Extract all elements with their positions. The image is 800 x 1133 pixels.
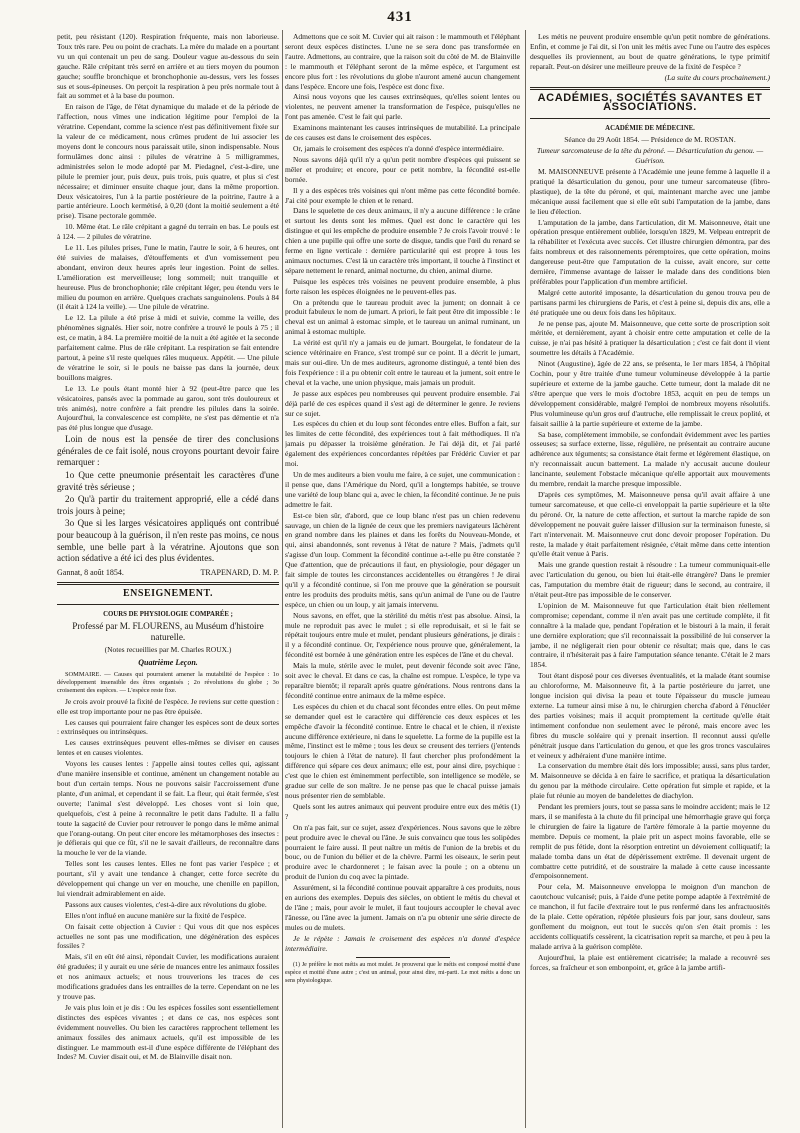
summary: SOMMAIRE. — Causes qui pourraient amener la mutabilité de l'espèce : 1o développement insensible des êtres organisés ; 2o révolutions du globe ; 3o croisement des espèces. — L'espèce reste fixe. [57, 670, 279, 695]
paragraph: Passons aux causes violentes, c'est-à-dire aux révolutions du globe. [65, 899, 267, 909]
paragraph: Admettons que ce soit M. Cuvier qui ait raison : le mammouth et l'éléphant seront deux espèces distinctes. L'une ne se sera donc pas transformée en l'autre. Admettons, au contraire, que la raison soit du côté de M. de Blainville : le mammouth et l'éléphant seront de la même espèce, et l'argument est encore plus fort : les révolutions du globe n'auront amené aucun changement dans l'espèce. Encore une fois, l'espèce est donc fixe. [285, 32, 520, 91]
paragraph: Voyons les causes lentes : j'appelle ainsi toutes celles qui, agissant d'une manière insensible et continue, amènent un changement notable au bout d'un certain temps. Nous ne pouvons saisir l'accroissement d'une plante, d'un animal, et cependant il se fait. La fleur, qui était fermée, s'est ouverte; l'animal s'est développé. Les choses vont si loin que, quelquefois, c'est à peine à reconnaître le petit dans l'adulte. Il a fallu toute la sagacité de Cuvier pour retrouver le pongo dans le même animal que l'orang-outang. On peut citer encore les métamorphoses des insectes : je défierais qui que ce fût, s'il ne le savait d'ailleurs, de reconnaître dans la mouche le ver de la viande. [57, 759, 279, 858]
paragraph: petit, peu résistant (120). Respiration fréquente, mais non laborieuse. Toux très rare. Peu ou point de crachats. La mère du malade en a pourtant vu un qui contenait un peu de sang. Douleur vague au-dessous du sein gauche. Râle crépitant très serré en arrière et au tiers moyen du poumon gauche; souffle bronchique et bronchophonie au-dessus, vers les fosses sus et sous-épineuses. On perçoit la respiration à peu près normale tout à fait au sommet et à la base du poumon. [57, 32, 279, 101]
paragraph: M. MAISONNEUVE présente à l'Académie une jeune femme à laquelle il a pratiqué la désarticulation du genou, pour une tumeur sarcomateuse (fibro-plastique), de la tête du péroné, et qui, maintenant marche avec une jambe mécanique aussi facilement que si elle eût subi l'amputation de la jambe, dans le lieu d'élection. [530, 166, 770, 216]
paragraph: La vérité est qu'il n'y a jamais eu de jumart. Bourgelat, le fondateur de la science vétérinaire en France, s'est trompé sur ce point. Il a décrit le jumart, mais sur oui-dire. Un de mes auditeurs, agronome distingué, a tenté bien des fois l'expérience : il a pu obtenir coït entre le taureau et la jument, soit entre le cheval et la vache, une union physique, mais jamais un produit. [285, 338, 520, 387]
paragraph: Dans le squelette de ces deux animaux, il n'y a aucune différence : le crâne et surtout les dents sont les mêmes. Quel est donc le caractère qui les distingue et qui les empêche de produire ensemble ? Je crois l'avoir trouvé : le chien a une pupille qui offre une sorte de disque, tandis que l'œil du renard se ferme en ligne verticale : dernière particularité qui est propre à tous les animaux nocturnes. C'est là un caractère très important, il touche à l'instinct et sépare nettement le renard, animal nocturne, du chien, animal diurne. [285, 206, 520, 275]
section-divider [57, 582, 279, 585]
footnote: (1) Je préfère le mot métis au mot mulet. Je prouverai que le métis est composé moitié d'une espèce et moitié d'une autre ; c'est un animal, pour ainsi dire, mi-parti. Le mot métis a donc un sens physiologique. [285, 962, 520, 984]
paragraph: Nous savons déjà qu'il n'y a qu'un petit nombre d'espèces qui puissent se mêler et produire; et encore, pour ce petit nombre, la fécondité est-elle bornée. [285, 154, 520, 184]
column-rule-2 [525, 30, 526, 1128]
signature-line [57, 568, 279, 578]
paragraph: Loin de nous est la pensée de tirer des conclusions générales de ce fait isolé, nous croyons pourtant devoir faire remarquer : [57, 434, 279, 468]
paragraph: Je le répète : Jamais le croisement des espèces n'a donné d'espèce intermédiaire. [285, 933, 520, 953]
paragraph: D'après ces symptômes, M. Maisonneuve pensa qu'il avait affaire à une tumeur sarcomateuse, et que celle-ci enveloppait la partie supérieure et la tête du péroné. Or, la nature de cette affection, et surtout la marche rapide de son développement ne pouvait guère laisser d'illusion sur la terminaison funeste, si l'art n'intervenait. M. Maisonneuve crut donc devoir proposer l'opération. Du reste, la malade y était parfaitement résignée, c'était même dans cette intention qu'elle était venue à Paris. [530, 489, 770, 559]
paragraph: Mais une grande question restait à résoudre : La tumeur communiquait-elle avec l'articulation du genou, ou bien lui était-elle étrangère? Dans le premier cas, l'amputation du membre était de rigueur; dans le second, au contraire, il n'était peut-être pas impossible de le conserver. [530, 560, 770, 600]
column-2 [285, 32, 520, 1127]
paragraph: Puisque les espèces très voisines ne peuvent produire ensemble, à plus forte raison les espèces éloignées ne le peuvent-elles pas. [285, 276, 520, 296]
page-number: 431 [387, 9, 413, 25]
lesson-title: Quatrième Leçon. [138, 657, 198, 667]
paragraph: Le 11. Les pilules prises, l'une le matin, l'autre le soir, à 6 heures, ont été suivies de malaises, d'étouffements et d'un vomissement peu abondant, environ deux heures après leur ingestion. Point de selles. L'amélioration est merveilleuse; long sommeil; nuit tranquille et heureuse. Plus de bronchophonie; râle crépitant léger, peu étendu vers le milieu du poumon en arrière. Quelques crachats sanguinolens. Pouls à 84 (il était à 124 la veille). — Une pilule de vératrine. [57, 243, 279, 312]
paragraph: Je crois avoir prouvé la fixité de l'espèce. Je reviens sur cette question : elle est trop importante pour ne pas être épuisée. [57, 696, 279, 716]
paragraph: Mais la mule, stérile avec le mulet, peut devenir féconde soit avec l'âne, soit avec le cheval. Et dans ce cas, la chaîne est rompue. L'espèce, le type va reparaître bientôt; il reparaît après quatre générations. Nous rentrons dans la fécondité continue entre animaux de la même espèce. [285, 661, 520, 700]
paragraph: Examinons maintenant les causes intrinsèques de mutabilité. La principale de ces causes est dans le croisement des espèces. [285, 123, 520, 143]
paragraph: La conservation du membre était dès lors impossible; aussi, sans plus tarder, M. Maisonneuve se décida à en faire le sacrifice, et pratiqua la désarticulation du genou par la méthode circulaire. Cette opération fut simple et rapide, et la plaie fut réunie au moyen de bandelettes de diachylon. [530, 761, 770, 801]
paragraph: 3o Que si les larges vésicatoires appliqués ont contribué pour beaucoup à la guérison, il n'en reste pas moins, ce nous semble, une belle part à la vératrine. Ajoutons que son action sédative a été ici des plus évidentes. [57, 518, 279, 564]
paragraph: En raison de l'âge, de l'état dynamique du malade et de la période de l'affection, nous vîmes une indication légitime pour l'emploi de la vératrine. Cependant, comme la science n'est pas définitivement fixée sur la valeur de ce médicament, nous crûmes prudent de lui associer les moyens dont le concours nous paraissait utile, sinon indispensable. Nous formulâmes donc ainsi : pilules de vératrine à 5 milligrammes, administrées selon le mode adopté par M. Piedagnel, c'est-à-dire, une pilule le premier jour, puis deux, puis trois, puis quatre, et plus si c'est nécessaire; et diminuer ensuite chaque jour, dans la même proportion. Deux vésicatoires, l'un à la partie postérieure de la poitrine, l'autre à a partie antérieure. Looch kermétisé, à 0,20 (dont la moitié seulement a été prise). Tisane pectorale gommée. [57, 102, 279, 221]
paragraph: L'amputation de la jambe, dans l'articulation, dit M. Maisonneuve, était une opération presque entièrement oubliée, lorsqu'en 1829, M. Velpeau entreprit de la réhabiliter et l'exécuta avec succès. Cet illustre chirurgien démontra, par des faits nombreux et des raisonnements péremptoires, que cette opération, moins dangereuse peut-être que l'amputation de la cuisse, avait encore, sur cette dernière, l'immense avantage de laisser le malade dans des conditions bien préférables pour l'application d'un membre artificiel. [530, 217, 770, 286]
section-title: ENSEIGNEMENT. [123, 587, 213, 599]
paragraph: Assurément, si la fécondité continue pouvait apparaître à ces produits, nous en aurions des exemples. Depuis des siècles, on obtient le métis du cheval et de l'âne ; mais, pour avoir le mulet, il faut toujours accoupler le cheval avec l'ânesse, ou l'âne avec la jument. Jamais on n'a pu obtenir une série directe de mules ou de mulets. [285, 883, 520, 932]
paragraph: Les causes extrinsèques peuvent elles-mêmes se diviser en causes lentes et en causes violentes. [57, 738, 279, 758]
paragraph: On n'a pas fait, sur ce sujet, assez d'expériences. Nous savons que le zèbre peut produire avec le cheval ou l'âne. Je suis convaincu que tous les solipèdes pourraient le faire aussi. Il peut naître un métis de l'union de la brebis et du bouc, ou de l'union du bélier et de la chèvre. Parmi les oiseaux, le serin peut produire avec le chardonneret ; le faisan avec la poule ; on a obtenu un produit de l'union du coq avec la pintade. [285, 822, 520, 882]
signature-name: TRAPENARD, D. M. P. [200, 567, 279, 577]
continuation-note: (La suite du cours prochainement.) [664, 72, 770, 82]
paragraph: Elles n'ont influé en aucune manière sur la fixité de l'espèce. [65, 910, 247, 920]
paragraph: Ainsi nous voyons que les causes extrinsèques, qu'elles soient lentes ou violentes, ne peuvent amener la transformation de l'espèce, puisqu'elles ne l'ont pas amenée. C'est le fait qui parle. [285, 92, 520, 122]
section-divider [530, 87, 770, 90]
course-professor: Professé par M. FLOURENS, au Muséum d'histoire naturelle. [72, 620, 264, 643]
paragraph: Les espèces du chien et du chacal sont fécondes entre elles. On peut même se demander quel est le caractère qui différencie ces deux espèces et les empêche d'avoir la fécondité continue. Entre le chacal et le chien, il n'existe aucune différence extérieure, ni dans le squelette. La forme de la pupille est la même, l'instinct est le même ; tous les deux se creusent des terriers (j'entends toujours le chien à l'état de nature). Il faut chercher plus profondément la différence qui sépare ces deux animaux; elle est, pour ainsi dire, psychique : c'est que le chien est éminemment perfectible, son intelligence se modèle, se gradue sur celle de son maître. Je ne pense pas que le chacal puisse jamais nous présenter rien de semblable. [285, 701, 520, 800]
paragraph: Est-ce bien sûr, d'abord, que ce loup blanc n'est pas un chien redevenu sauvage, un chien de la lignée de ceux que les premiers navigateurs lâchèrent en grand nombre dans les plaines et dans les forêts du Nouveau-Monde, et qui, ainsi abandonnés, sont revenus à l'état de nature ? Mais, j'admets qu'il s'agisse d'un loup. Comment la fécondité continue a-t-elle pu être constatée ? Que d'attention, que de précautions il faut, en physiologie, pour dégager un fait simple de toutes les circonstances accidentelles ou étrangères ! Je dirai qu'il y a fécondité continue, si l'on me prouve que la génération se poursuit entre les produits des produits métis, sans qu'un animal de l'une ou de l'autre espèce, un chien ou un loup, y ait jamais intervenu. [285, 510, 520, 609]
paragraph: 10. Même état. Le râle crépitant a gagné du terrain en bas. Le pouls est à 124. — 2 pilules de vératrine. [57, 222, 279, 242]
column-rule-1 [282, 30, 283, 1128]
article-title: Tumeur sarcomateuse de la tête du péroné. — Désarticulation du genou. — Guérison. [536, 146, 764, 166]
paragraph: 2o Qu'à partir du traitement approprié, elle a cédé dans trois jours à peine; [57, 494, 279, 516]
paragraph: Nous savons, en effet, que la stérilité du métis n'est pas absolue. Ainsi, la mule ne reproduit pas avec le mulet ; si elle reproduisait, et si le fait se répétait toujours entre mule et mulet, pendant plusieurs générations, je dirais : il y a fécondité continue. Or, l'expérience nous prouve que, généralement, la fécondité est bornée à une génération entre les espèces de l'âne et du cheval. [285, 610, 520, 660]
paragraph: Le 12. La pilule a été prise à midi et suivie, comme la veille, des phénomènes signalés. Hier soir, notre confrère a trouvé le pouls à 75 ; il est, ce matin, à 84. La première moitié de la nuit a été agitée et la seconde parfaitement calme. Plus de râle crépitant. La respiration se fait entendre partout, à peine s'il reste quelques râles muqueux. Appétit. — Une pilule de vératrine le soir, si le pouls ne baisse pas dans la journée, deux bouillons maigres. [57, 313, 279, 382]
column-3 [530, 32, 770, 1127]
divider [530, 118, 770, 119]
paragraph: L'opinion de M. Maisonneuve fut que l'articulation était bien réellement compromise; cependant, comme il n'en avait pas une certitude complète, il fit connaître à la malade que, pendant l'opération et le bistouri à la main, il ferait une dernière exploration; que s'il reconnaissait la possibilité de lui conserver la jambe, il ne négligerait rien pour obtenir ce résultat; mais que, dans le cas contraire, il n'hésiterait pas à faire l'amputation séance tenante. C'était le 2 mars 1854. [530, 600, 770, 670]
academy-name: ACADÉMIE DE MÉDECINE. [605, 125, 695, 133]
paragraph: Quels sont les autres animaux qui peuvent produire entre eux des métis (1) ? [285, 801, 520, 821]
paragraph: Il y a des espèces très voisines qui n'ont même pas cette fécondité bornée. J'ai cité pour exemple le chien et le renard. [285, 185, 520, 205]
paragraph: Le 13. Le pouls étant monté hier à 92 (peut-être parce que les vésicatoires, pansés avec la pommade au garou, sont très douloureux et très animés), notre confrère a fait prendre les pilules dans la soirée. Aujourd'hui, la convalescence est complète, ne s'est pas démentie et n'a pas été plus longue que d'usage. [57, 383, 279, 433]
signature-place: Gannat, 8 août 1854. [57, 567, 124, 577]
paragraph: Je ne pense pas, ajoute M. Maisonneuve, que cette sorte de proscription soit méritée, et dernièrement, ayant à choisir entre cette amputation et celle de la cuisse, je n'ai pas hésité à pratiquer la désarticulation ; c'est ce fait dont il vient soumettre les détails à l'Académie. [530, 318, 770, 358]
course-notes: (Notes recueillies par M. Charles ROUX.) [104, 644, 232, 654]
paragraph: On a prétendu que le taureau produit avec la jument; on donnait à ce produit fabuleux le nom de jumart. A priori, le fait peut être dit impossible : le cheval est un animal à estomac simple, et le taureau un animal ruminant, un animal à estomac multiple. [285, 297, 520, 337]
paragraph: Les causes qui pourraient faire changer les espèces sont de deux sortes : extrinsèques ou intrinsèques. [57, 717, 279, 737]
paragraph: Pour cela, M. Maisonneuve enveloppa le moignon d'un manchon de caoutchouc vulcanisé; puis, à l'aide d'une petite pompe adaptée à l'extrémité de ce manchon, il fut facile d'extraire tout le pus renfermé dans les anfractuosités de la plaie. Cette opération, répétée plusieurs fois par jour, sans douleur, sans gonflement du moignon, eut tout le succès qu'on s'en était promis : les accidents colliquatifs cessèrent, la cicatrisation reprit sa marche, et peu à peu la malade arriva à la guérison complète. [530, 882, 770, 951]
paragraph: Malgré cette autorité imposante, la désarticulation du genou trouva peu de partisans parmi les chirurgiens de Paris, et c'est à peine si, depuis dix ans, elle a été pratiquée une ou deux fois dans les hôpitaux. [530, 287, 770, 317]
meeting-info: Séance du 29 Août 1854. — Présidence de M. ROSTAN. [564, 135, 736, 145]
paragraph: On faisait cette objection à Cuvier : Qui vous dit que nos espèces actuelles ne sont pas une modification, une dégénération des espèces fossiles ? [57, 921, 279, 951]
paragraph: Pendant les premiers jours, tout se passa sans le moindre accident; mais le 12 mars, il se manifesta à la chute du fil principal une hémorrhagie grave qui força le chirurgien de faire la ligature de l'artère fémorale à la partie moyenne du membre. Depuis ce moment, la plaie prit un aspect moins favorable, elle se remplit de pus fétide, dont la résorption entretint un dévoiement colliquatif; la malade tomba dans un état de dépérissement extrême. Il devenait urgent de combattre cette putridité, et de soustraire la malade à cette cause incessante d'empoisonnement. [530, 802, 770, 881]
paragraph: Tout étant disposé pour ces diverses éventualités, et la malade étant soumise au chloroforme, M. Maisonneuve fit, à la partie postérieure du jarret, une longue incision qui divisa la peau et toute l'épaisseur du muscle jumeau externe. La tumeur ainsi mise à nu, le chirurgien chercha d'abord à l'énucléer des parties voisines; mais il acquit promptement la certitude qu'elle était intimement confondue non seulement avec le péroné, mais encore avec les fibres du muscle soléaire qui y prenait insertion. Il reconnut aussi qu'elle pénétrait jusque dans l'articulation du genou, et que les gros troncs vasculaires et veineux y adhéraient d'une manière intime. [530, 671, 770, 760]
paragraph: Je passe aux espèces peu nombreuses qui peuvent produire ensemble. J'ai déjà parlé de ces espèces quand il s'est agi de déterminer le genre. Je reviens sur ce sujet. [285, 388, 520, 418]
paragraph: Ninot (Augustine), âgée de 22 ans, se présenta, le 1er mars 1854, à l'hôpital Cochin, pour y être traitée d'une tumeur volumineuse développée à la partie supérieure et externe de la jambe gauche. Cette tumeur, dont la malade dit ne s'être aperçue que vers le mois d'octobre 1853, acquit en peu de temps un développement considérable, malgré l'emploi de nombreux moyens résolutifs. Plus volumineuse qu'un gros œuf d'autruche, elle remplissait le creux poplité, et faisait saillie à la partie supérieure et externe de la jambe. [530, 359, 770, 428]
paragraph: Or, jamais le croisement des espèces n'a donné d'espèce intermédiaire. [293, 143, 504, 153]
paragraph: 1o Que cette pneumonie présentait les caractères d'une gravité très sérieuse ; [57, 470, 279, 492]
paragraph: Les espèces du chien et du loup sont fécondes entre elles. Buffon a fait, sur les limites de cette fécondité, des expériences tout à fait méthodiques. Il n'a jamais pu dépasser la troisième génération. Je l'ai déjà dit, et j'ai parlé également des expériences concordantes répétées par Frédéric Cuvier et par moi. [285, 419, 520, 469]
paragraph: Mais, s'il en eût été ainsi, répondait Cuvier, les modifications auraient été graduées; il y aurait eu une série de nuances entre les animaux fossiles et nos animaux actuels; et nous trouverions les traces de ces modifications graduées dans les entrailles de la terre. Cependant on ne les y trouve pas. [57, 952, 279, 1001]
course-title: COURS DE PHYSIOLOGIE COMPARÉE ; [103, 610, 233, 618]
divider [57, 604, 279, 605]
paragraph: Un de mes auditeurs a bien voulu me faire, à ce sujet, une communication : il pense que, dans l'Amérique du Nord, qu'il a longtemps habitée, se trouve une variété de loup blanc qui a, avec le chien, la fécondité continue. Je ne puis admettre le fait. [285, 469, 520, 509]
paragraph: Sa base, complètement immobile, se confondait évidemment avec les parties osseuses; sa surface externe, lisse, régulière, ne présentait au contraire aucune adhérence aux téguments; sa consistance était ferme et légèrement élastique, on n'y reconnaissait aucun battement. La malade n'y accusait aucune douleur lancinante, seulement l'obstacle mécanique qu'elle apportait aux mouvements du membre, rendait la marche presque impossible. [530, 429, 770, 489]
paragraph: Les métis ne peuvent produire ensemble qu'un petit nombre de générations. Enfin, et comme je l'ai dit, si l'on unit les métis avec l'une ou l'autre des espèces desquelles ils proviennent, au bout de quatre générations, le type primitif reparaît. Peut-on désirer une meilleure preuve de la fixité de l'espèce ? [530, 32, 770, 71]
paragraph: Aujourd'hui, la plaie est entièrement cicatrisée; la malade a recouvré ses forces, sa fraîcheur et son embonpoint, et, grâce à la jambe artifi- [530, 952, 770, 972]
column-1 [57, 32, 279, 1127]
section-title: ACADÉMIES, SOCIÉTÉS SAVANTES ET ASSOCIATIONS. [537, 91, 763, 114]
footnote-divider [356, 957, 450, 958]
paragraph: Je vais plus loin et je dis : Ou les espèces fossiles sont essentiellement distinctes des espèces vivantes ; et dans ce cas, nos espèces sont évidemment nouvelles. Ou bien les caractères rapprochent tellement les animaux fossiles des animaux actuels, qu'il est impossible de les distinguer. Le mammouth est-il d'une espèce différente de l'éléphant des Indes? M. Cuvier disait oui, et M. de Blainville disait non. [57, 1002, 279, 1062]
paragraph: Telles sont les causes lentes. Elles ne font pas varier l'espèce ; et pourtant, s'il y avait une tendance à changer, cette force secrète du développement qui change un ver en mouche, une chenille en papillon, lui viendrait admirablement en aide. [57, 859, 279, 898]
